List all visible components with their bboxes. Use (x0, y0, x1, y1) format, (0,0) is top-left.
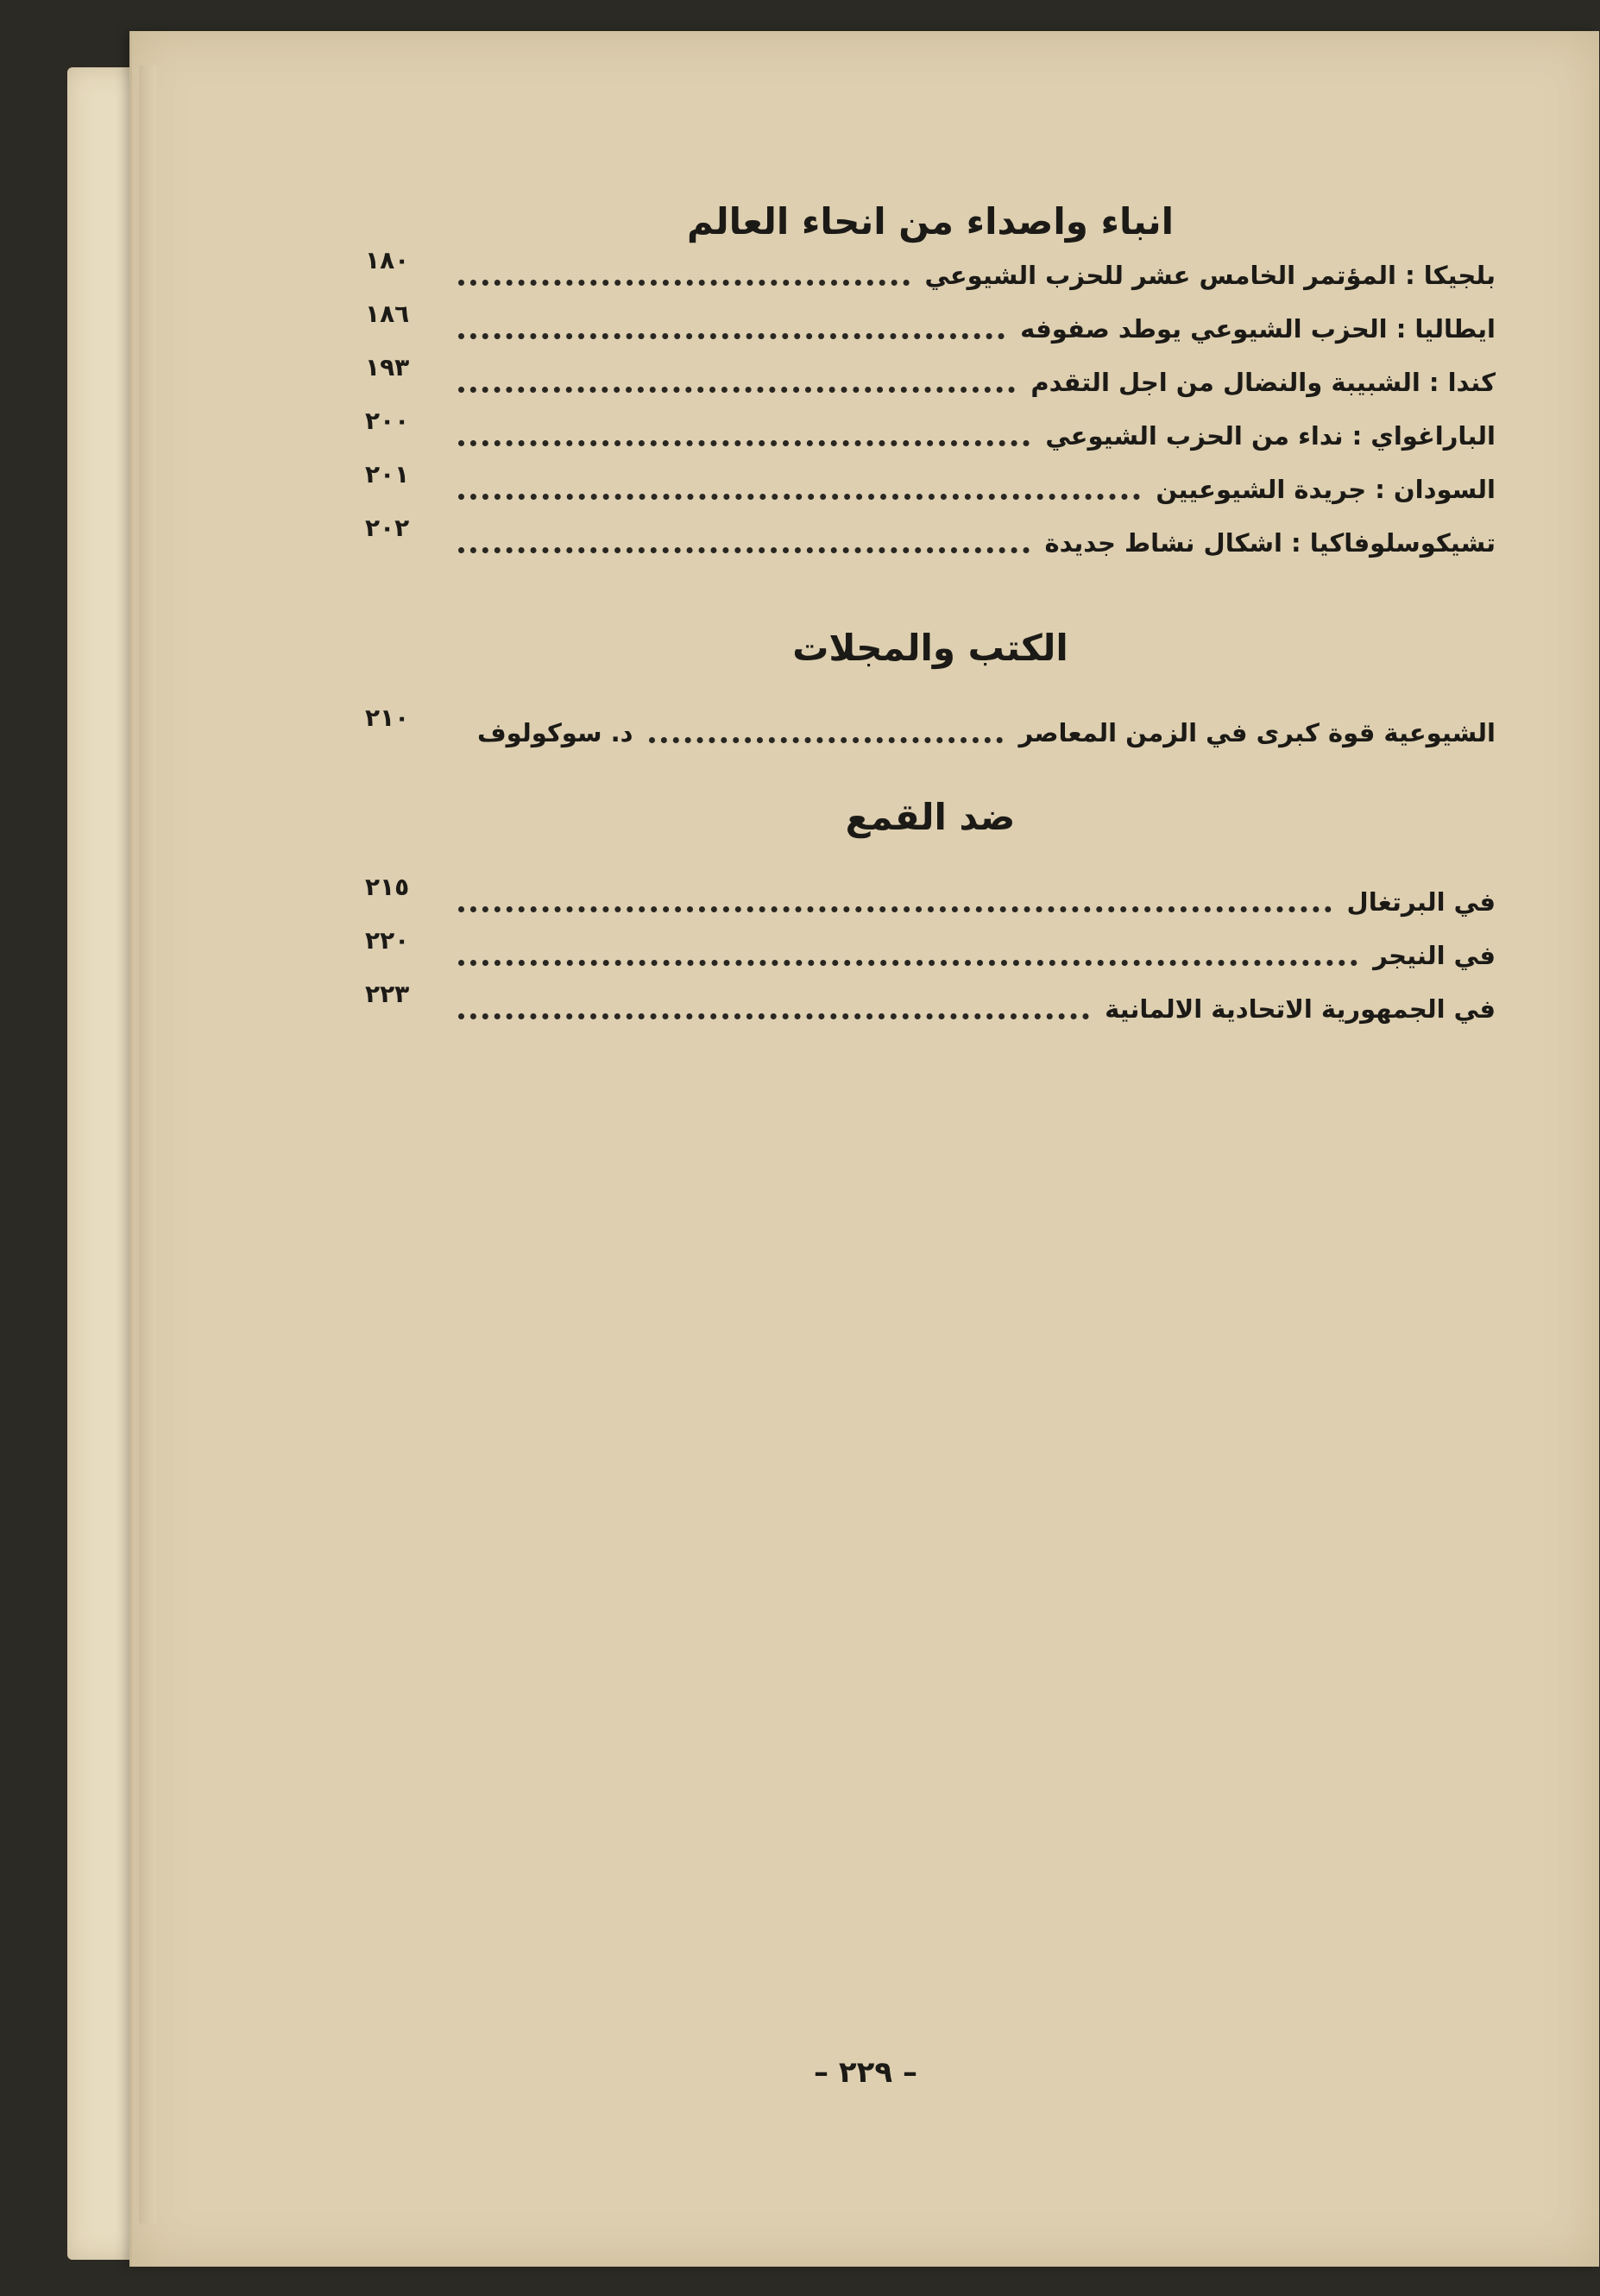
entry-page-number: ٢٠٠ (365, 406, 410, 435)
entry-title: كندا : الشبيبة والنضال من اجل التقدم (1030, 368, 1496, 397)
section-title-world-news: انباء واصداء من انحاء العالم (686, 200, 1175, 243)
section-gap (365, 844, 1496, 875)
toc-entry (365, 245, 1496, 302)
dot-leader (458, 1013, 1089, 1019)
toc-entry (365, 352, 1496, 409)
entry-page-number: ٢٠٢ (365, 513, 410, 542)
toc-entry (365, 872, 1496, 929)
dot-leader (458, 387, 1015, 393)
dot-leader (458, 494, 1140, 500)
dot-leader (458, 906, 1332, 912)
entry-title: ايطاليا : الحزب الشيوعي يوطد صفوفه (1020, 314, 1496, 344)
entry-title: الشيوعية قوة كبرى في الزمن المعاصر (1018, 718, 1496, 747)
entry-author: د. سوكولوف (477, 718, 633, 747)
section-gap (365, 760, 1496, 791)
toc-entry (365, 703, 1496, 760)
dot-leader (458, 547, 1030, 553)
section-gap (365, 570, 1496, 621)
dot-leader (649, 737, 1004, 743)
entry-page-number: ٢٢٠ (365, 925, 410, 955)
entry-title: الباراغواي : نداء من الحزب الشيوعي (1045, 421, 1496, 451)
entry-title: في الجمهورية الاتحادية الالمانية (1105, 994, 1496, 1024)
dot-leader (458, 280, 910, 286)
dot-leader (458, 960, 1357, 966)
entry-page-number: ١٨٦ (365, 299, 410, 328)
entry-page-number: ١٨٠ (365, 245, 410, 274)
table-of-contents (365, 195, 1496, 1036)
toc-entry (365, 459, 1496, 516)
entry-title: بلجيكا : المؤتمر الخامس عشر للحزب الشيوعي (924, 261, 1496, 290)
book-page (129, 31, 1599, 2267)
dot-leader (458, 333, 1005, 339)
section-gap (365, 675, 1496, 706)
entry-page-number: ٢١٠ (365, 703, 410, 732)
section-title-against-repression: ضد القمع (845, 796, 1016, 838)
section-title-books-magazines: الكتب والمجلات (792, 627, 1068, 669)
page-edge-shading (139, 66, 156, 2223)
toc-entry (365, 513, 1496, 570)
toc-entry (365, 979, 1496, 1036)
entry-page-number: ٢٢٣ (365, 979, 410, 1008)
entry-title: في البرتغال (1346, 887, 1496, 917)
toc-entry (365, 925, 1496, 982)
entry-page-number: ٢١٥ (365, 872, 410, 901)
entry-title: تشيكوسلوفاكيا : اشكال نشاط جديدة (1044, 528, 1496, 558)
dot-leader (458, 440, 1030, 446)
entry-page-number: ١٩٣ (365, 352, 410, 382)
entry-title: السودان : جريدة الشيوعيين (1156, 475, 1496, 504)
entry-page-number: ٢٠١ (365, 459, 410, 489)
toc-entry (365, 406, 1496, 463)
page-number-footer: – ٢٢٩ – (814, 2055, 917, 2090)
toc-entry (365, 299, 1496, 356)
entry-title: في النيجر (1373, 941, 1496, 970)
